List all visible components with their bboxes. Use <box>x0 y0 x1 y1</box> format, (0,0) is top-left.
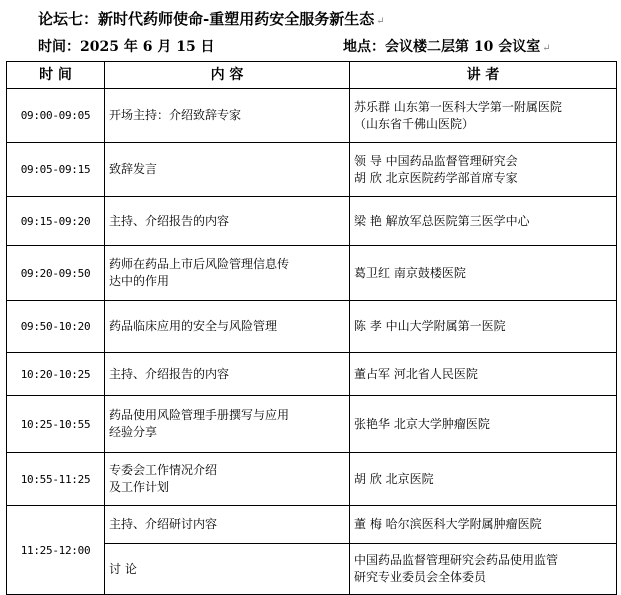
table-row <box>7 453 617 506</box>
content-cell <box>105 246 350 301</box>
speaker-cell <box>350 246 617 301</box>
speaker-cell <box>350 143 617 197</box>
content-cell <box>105 197 350 246</box>
speaker-cell <box>350 301 617 353</box>
speaker-cell <box>350 396 617 453</box>
content-cell-line: 主持、介绍报告的内容 <box>109 213 230 228</box>
content-cell-line: 药品临床应用的安全与风险管理 <box>109 319 278 333</box>
time-cell: 09:20-09:50 <box>7 246 105 301</box>
speaker-cell <box>350 353 617 396</box>
content-cell <box>105 301 350 353</box>
speaker-cell <box>350 453 617 506</box>
time-cell: 09:00-09:05 <box>7 89 105 143</box>
content-cell-line: 达中的作用 <box>109 274 170 288</box>
table-header-row <box>7 62 617 89</box>
speaker-cell-line: 胡 欣 北京医院药学部首席专家 <box>354 170 518 185</box>
content-cell <box>105 544 350 595</box>
speaker-cell-line: 研究专业委员会全体委员 <box>354 570 487 584</box>
schedule-table <box>6 61 617 595</box>
table-row <box>7 301 617 353</box>
speaker-cell-line: 苏乐群 山东第一医科大学第一附属医院 <box>354 99 562 114</box>
time-cell: 11:25-12:00 <box>7 506 105 595</box>
paragraph-mark-icon: ↵ <box>542 43 551 54</box>
content-cell-line: 讨 论 <box>109 561 137 576</box>
content-cell-line: 经验分享 <box>109 425 158 439</box>
speaker-cell-line: 董占军 河北省人民医院 <box>354 366 478 381</box>
time-cell: 09:50-10:20 <box>7 301 105 353</box>
forum-time: 时间：2025 年 6 月 15 日 <box>38 39 215 55</box>
forum-place: 地点：会议楼二层第 10 会议室 ↵ <box>343 39 551 55</box>
content-cell <box>105 89 350 143</box>
paragraph-mark-icon: ↵ <box>376 16 385 27</box>
speaker-cell-line: 葛卫红 南京鼓楼医院 <box>354 265 466 280</box>
content-cell-line: 主持、介绍研讨内容 <box>109 517 218 531</box>
speaker-cell-line: 张艳华 北京大学肿瘤医院 <box>354 416 490 431</box>
speaker-cell-line: 领 导 中国药品监督管理研究会 <box>354 153 518 168</box>
column-header-time: 时 间 <box>7 62 105 89</box>
speaker-cell-line: 梁 艳 解放军总医院第三医学中心 <box>354 213 530 228</box>
time-cell: 10:20-10:25 <box>7 353 105 396</box>
time-cell: 09:15-09:20 <box>7 197 105 246</box>
content-cell <box>105 396 350 453</box>
content-cell-line: 及工作计划 <box>109 480 170 494</box>
table-row <box>7 353 617 396</box>
speaker-cell-line: 陈 孝 中山大学附属第一医院 <box>354 319 506 333</box>
table-row <box>7 143 617 197</box>
content-cell-line: 主持、介绍报告的内容 <box>109 366 230 381</box>
content-cell <box>105 453 350 506</box>
content-cell <box>105 506 350 544</box>
speaker-cell-line: 董 梅 哈尔滨医科大学附属肿瘤医院 <box>354 517 542 531</box>
content-cell-line: 致辞发言 <box>109 162 158 176</box>
speaker-cell <box>350 197 617 246</box>
content-cell <box>105 353 350 396</box>
speaker-cell-line: （山东省千佛山医院） <box>354 116 475 131</box>
speaker-cell-line: 中国药品监督管理研究会药品使用监管 <box>354 553 559 567</box>
content-cell-line: 专委会工作情况介绍 <box>109 463 218 477</box>
table-row <box>7 506 617 544</box>
time-cell: 10:25-10:55 <box>7 396 105 453</box>
table-row <box>7 89 617 143</box>
content-cell-line: 开场主持：介绍致辞专家 <box>109 108 242 122</box>
table-row <box>7 246 617 301</box>
table-row <box>7 396 617 453</box>
content-cell-line: 药师在药品上市后风险管理信息传 <box>109 257 290 271</box>
column-header-content: 内 容 <box>105 62 350 89</box>
speaker-cell <box>350 506 617 544</box>
forum-title: 论坛七：新时代药师使命-重塑用药安全服务新生态 ↵ <box>38 10 385 28</box>
speaker-cell <box>350 544 617 595</box>
speaker-cell-line: 胡 欣 北京医院 <box>354 471 434 486</box>
time-cell: 10:55-11:25 <box>7 453 105 506</box>
schedule-body <box>7 89 617 595</box>
table-row <box>7 197 617 246</box>
speaker-cell <box>350 89 617 143</box>
time-cell: 09:05-09:15 <box>7 143 105 197</box>
column-header-speaker: 讲 者 <box>350 62 617 89</box>
content-cell-line: 药品使用风险管理手册撰写与应用 <box>109 408 290 422</box>
content-cell <box>105 143 350 197</box>
